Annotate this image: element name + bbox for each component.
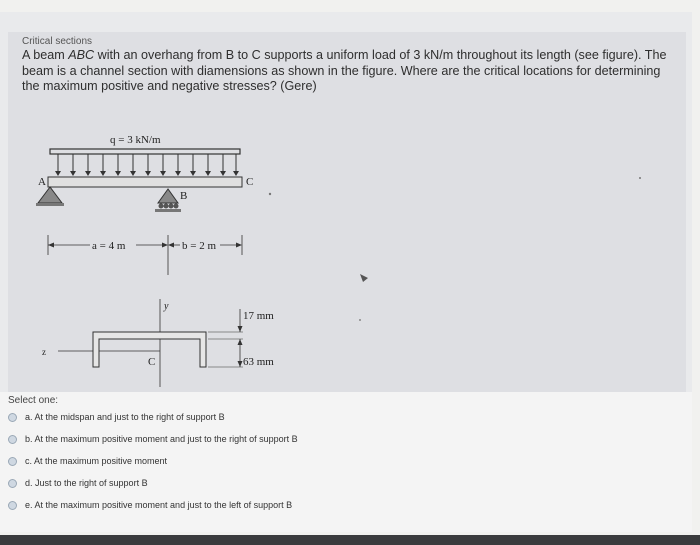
question-text-box bbox=[8, 32, 686, 392]
radio-icon[interactable] bbox=[8, 501, 17, 510]
option-a[interactable] bbox=[8, 408, 225, 426]
option-c-label: c. At the maximum positive moment bbox=[25, 456, 168, 466]
label-y: y bbox=[164, 301, 169, 312]
dim-a-label: a = 4 m bbox=[92, 240, 126, 252]
bottom-edge bbox=[0, 535, 700, 545]
option-d-label: d. Just to the right of support B bbox=[25, 478, 148, 488]
answer-area bbox=[0, 392, 692, 532]
dim-63-label: 63 mm bbox=[243, 356, 274, 368]
section-centroid-label: C bbox=[148, 356, 156, 368]
select-one-label: Select one: bbox=[8, 395, 59, 406]
question-card bbox=[0, 12, 692, 532]
option-b[interactable] bbox=[8, 430, 298, 448]
option-a-label: a. At the midspan and just to the right of support B bbox=[25, 412, 225, 422]
beam-name: ABC bbox=[68, 48, 95, 62]
radio-icon[interactable] bbox=[8, 479, 17, 488]
option-c[interactable] bbox=[8, 452, 167, 470]
radio-icon[interactable] bbox=[8, 413, 17, 422]
radio-icon[interactable] bbox=[8, 457, 17, 466]
section-title: Critical sections bbox=[22, 36, 93, 47]
load-label: q = 3 kN/m bbox=[110, 134, 161, 146]
question-part-2: with an overhang from B to C supports a uniform load of 3 kN/m throughout its length (see figure). The beam is a channel section with diamensions as shown in the figure. Where are the critical locations for determining the maximum positive and negative stresses? (Gere) bbox=[22, 48, 667, 93]
dim-17-label: 17 mm bbox=[243, 310, 274, 322]
option-e[interactable] bbox=[8, 496, 292, 514]
option-e-label: e. At the maximum positive moment and just to the left of support B bbox=[25, 500, 293, 510]
radio-icon[interactable] bbox=[8, 435, 17, 444]
label-z: z bbox=[42, 347, 46, 357]
question-part-1: A beam bbox=[22, 48, 69, 62]
label-c: C bbox=[246, 176, 254, 188]
label-b: B bbox=[180, 190, 188, 202]
dim-b-label: b = 2 m bbox=[182, 240, 217, 252]
option-d[interactable] bbox=[8, 474, 148, 492]
option-b-label: b. At the maximum positive moment and just to the right of support B bbox=[25, 434, 298, 444]
stray-marks bbox=[8, 32, 686, 392]
label-a: A bbox=[38, 176, 46, 188]
